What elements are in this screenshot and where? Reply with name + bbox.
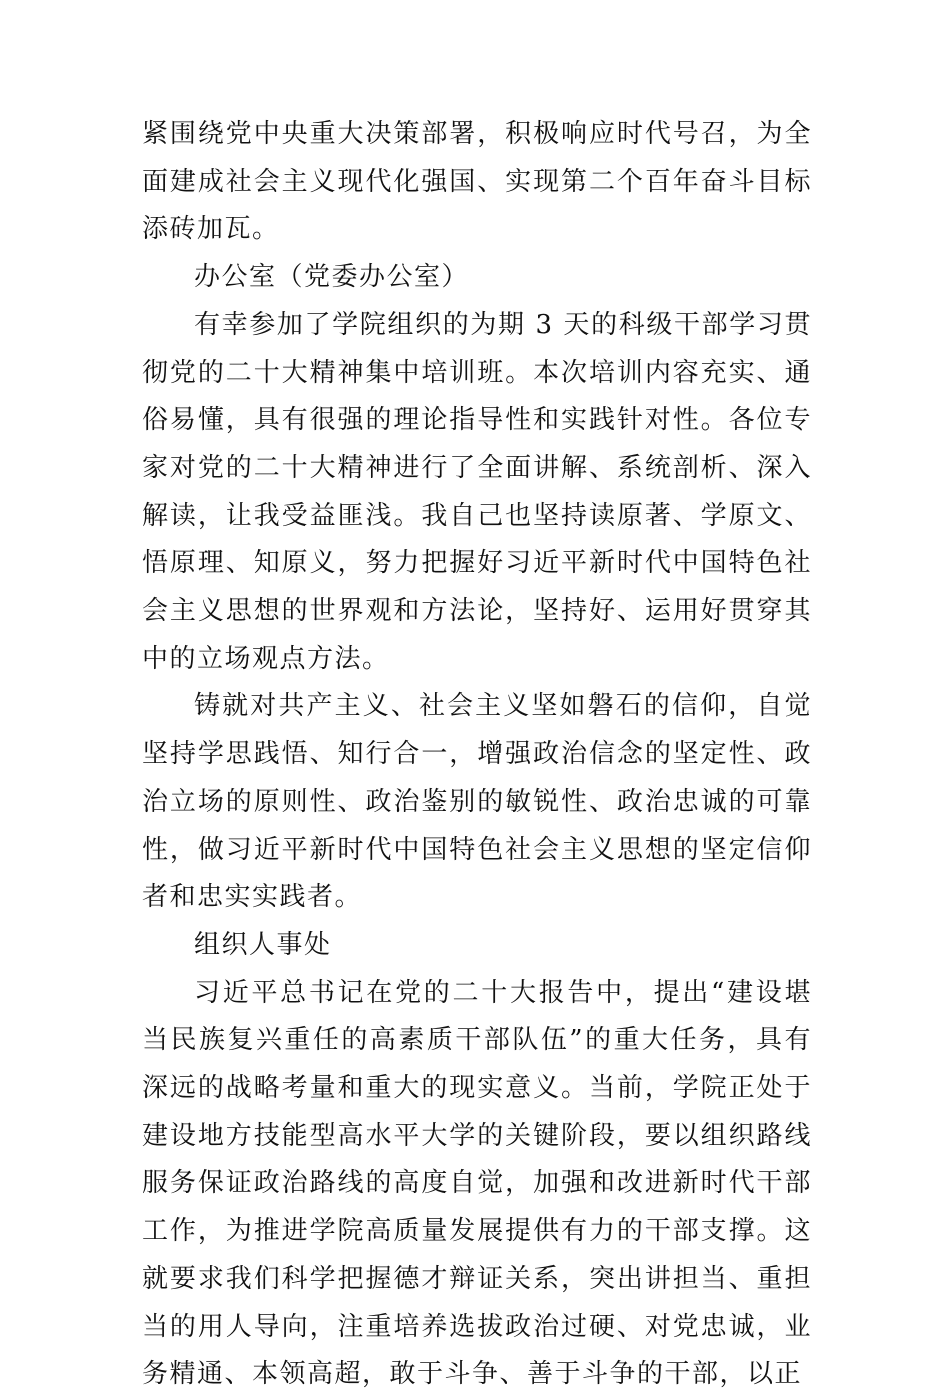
paragraph-body: 习近平总书记在党的二十大报告中，提出“建设堪当民族复兴重任的高素质干部队伍”的重大任务，具有深远的战略考量和重大的现实意义。当前，学院正处于建设地方技能型高水平大学的关键阶段，要以组织路线服务保证政治路线的高度自觉，加强和改进新时代干部工作，为推进学院高质量发展提供有力的干部支撑。这就要求我们科学把握德才辩证关系，突出讲担当、重担当的用人导向，注重培养选拔政治过硬、对党忠诚，业务精通、本领高超，敢于斗争、善于斗争的干部，以正 (142, 977, 812, 1390)
paragraph-continuation: 紧围绕党中央重大决策部署，积极响应时代号召，为全面建成社会主义现代化强国、实现第二个百年奋斗目标添砖加瓦。 (142, 119, 812, 245)
section-heading-office: 办公室（党委办公室） (194, 262, 470, 293)
document-body (142, 111, 812, 1399)
section-heading-personnel: 组织人事处 (194, 929, 332, 960)
paragraph-body: 有幸参加了学院组织的为期 3 天的科级干部学习贯彻党的二十大精神集中培训班。本次培训内容充实、通俗易懂，具有很强的理论指导性和实践针对性。各位专家对党的二十大精神进行了全面讲解、系统剖析、深入解读，让我受益匪浅。我自己也坚持读原著、学原文、悟原理、知原义，努力把握好习近平新时代中国特色社会主义思想的世界观和方法论，坚持好、运用好贯穿其中的立场观点方法。 (142, 309, 812, 674)
paragraph-body: 铸就对共产主义、社会主义坚如磐石的信仰，自觉坚持学思践悟、知行合一，增强政治信念的坚定性、政治立场的原则性、政治鉴别的敏锐性、政治忠诚的可靠性，做习近平新时代中国特色社会主义思想的坚定信仰者和忠实实践者。 (142, 691, 812, 913)
